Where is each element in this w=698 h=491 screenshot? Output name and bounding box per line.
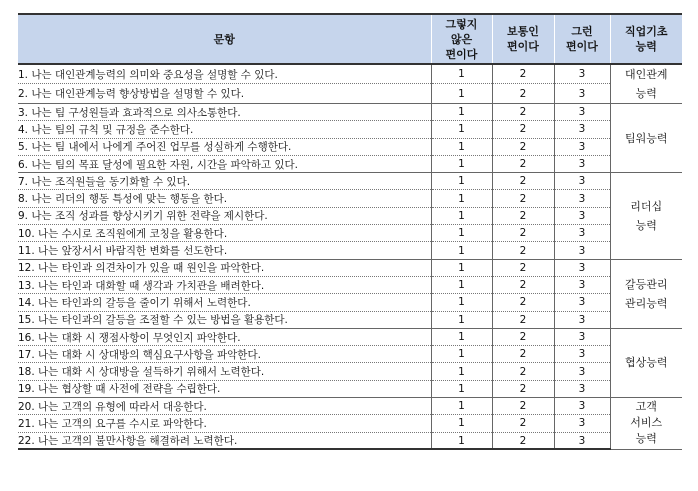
question-text: 9. 나는 조직 성과를 향상시키기 위한 전략을 제시한다. [18,207,431,224]
question-text: 1. 나는 대인관계능력의 의미와 중요성을 설명할 수 있다. [18,64,431,84]
table-row [18,190,682,207]
score-2: 2 [492,173,554,190]
table-row [18,173,682,190]
score-1: 1 [431,328,492,345]
score-2: 2 [492,432,554,449]
score-2: 2 [492,207,554,224]
score-1: 1 [431,242,492,259]
score-1: 1 [431,207,492,224]
score-1: 1 [431,415,492,432]
score-3: 3 [554,225,610,242]
question-text: 22. 나는 고객의 불만사항을 해결하려 노력한다. [18,432,431,449]
score-1: 1 [431,259,492,276]
score-2: 2 [492,225,554,242]
category-negotiation: 협상능력 [610,328,682,397]
score-1: 1 [431,432,492,449]
score-2: 2 [492,84,554,104]
score-3: 3 [554,84,610,104]
table-row [18,380,682,397]
question-text: 2. 나는 대인관계능력 향상방법을 설명할 수 있다. [18,84,431,104]
score-1: 1 [431,398,492,415]
score-3: 3 [554,259,610,276]
question-text: 14. 나는 타인과의 갈등을 줄이기 위해서 노력한다. [18,294,431,311]
score-3: 3 [554,104,610,121]
score-2: 2 [492,380,554,397]
question-text: 6. 나는 팀의 목표 달성에 필요한 자원, 시간을 파악하고 있다. [18,155,431,172]
category-leadership: 리더십 능력 [610,173,682,259]
score-3: 3 [554,64,610,84]
table-row [18,64,682,84]
score-1: 1 [431,64,492,84]
score-2: 2 [492,64,554,84]
score-1: 1 [431,138,492,155]
table-row [18,84,682,104]
category-conflict: 갈등관리 관리능력 [610,259,682,328]
score-1: 1 [431,346,492,363]
score-3: 3 [554,415,610,432]
score-2: 2 [492,138,554,155]
score-3: 3 [554,398,610,415]
table-row [18,259,682,276]
header-category: 직업기초 능력 [610,14,682,64]
score-2: 2 [492,346,554,363]
question-text: 8. 나는 리더의 행동 특성에 맞는 행동을 한다. [18,190,431,207]
question-text: 18. 나는 대화 시 상대방을 설득하기 위해서 노력한다. [18,363,431,380]
score-1: 1 [431,173,492,190]
survey-table [18,13,682,450]
table-row [18,398,682,415]
question-text: 20. 나는 고객의 유형에 따라서 대응한다. [18,398,431,415]
question-text: 7. 나는 조직원들을 동기화할 수 있다. [18,173,431,190]
score-3: 3 [554,207,610,224]
category-interpersonal: 대인관계 능력 [610,64,682,104]
score-3: 3 [554,138,610,155]
table-row [18,276,682,293]
score-3: 3 [554,121,610,138]
score-3: 3 [554,346,610,363]
table-row [18,415,682,432]
table-row [18,104,682,121]
score-1: 1 [431,121,492,138]
header-scale-disagree: 그렇지 않은 편이다 [431,14,492,64]
question-text: 10. 나는 수시로 조직원에게 코칭을 활용한다. [18,225,431,242]
table-row [18,346,682,363]
score-1: 1 [431,190,492,207]
score-2: 2 [492,190,554,207]
table-row [18,242,682,259]
table-row [18,121,682,138]
question-text: 21. 나는 고객의 요구를 수시로 파악한다. [18,415,431,432]
question-text: 16. 나는 대화 시 쟁점사항이 무엇인지 파악한다. [18,328,431,345]
score-1: 1 [431,104,492,121]
score-2: 2 [492,121,554,138]
score-2: 2 [492,311,554,328]
question-text: 17. 나는 대화 시 상대방의 핵심요구사항을 파악한다. [18,346,431,363]
score-3: 3 [554,380,610,397]
table-row [18,328,682,345]
score-3: 3 [554,294,610,311]
score-1: 1 [431,225,492,242]
question-text: 5. 나는 팀 내에서 나에게 주어진 업무를 성실하게 수행한다. [18,138,431,155]
question-text: 12. 나는 타인과 의견차이가 있을 때 원인을 파악한다. [18,259,431,276]
score-2: 2 [492,415,554,432]
score-2: 2 [492,155,554,172]
header-scale-agree: 그런 편이다 [554,14,610,64]
question-text: 19. 나는 협상할 때 사전에 전략을 수립한다. [18,380,431,397]
score-3: 3 [554,190,610,207]
score-1: 1 [431,380,492,397]
score-2: 2 [492,259,554,276]
score-1: 1 [431,294,492,311]
score-3: 3 [554,328,610,345]
table-row [18,138,682,155]
category-customer-service: 고객 서비스 능력 [610,398,682,450]
table-row [18,432,682,449]
score-2: 2 [492,104,554,121]
question-text: 4. 나는 팀의 규칙 및 규정을 준수한다. [18,121,431,138]
score-2: 2 [492,276,554,293]
score-1: 1 [431,363,492,380]
header-row [18,14,682,64]
score-2: 2 [492,294,554,311]
score-2: 2 [492,363,554,380]
score-3: 3 [554,276,610,293]
question-text: 15. 나는 타인과의 갈등을 조절할 수 있는 방법을 활용한다. [18,311,431,328]
question-text: 11. 나는 앞장서서 바람직한 변화를 선도한다. [18,242,431,259]
category-teamwork: 팀워능력 [610,104,682,173]
header-scale-neutral: 보통인 편이다 [492,14,554,64]
table-row [18,225,682,242]
table-row [18,294,682,311]
table-row [18,207,682,224]
score-2: 2 [492,242,554,259]
table-row [18,311,682,328]
question-text: 13. 나는 타인과 대화할 때 생각과 가치관을 배려한다. [18,276,431,293]
score-1: 1 [431,311,492,328]
question-text: 3. 나는 팀 구성원들과 효과적으로 의사소통한다. [18,104,431,121]
score-3: 3 [554,173,610,190]
score-3: 3 [554,311,610,328]
score-1: 1 [431,276,492,293]
score-3: 3 [554,363,610,380]
score-3: 3 [554,155,610,172]
table-row [18,363,682,380]
score-3: 3 [554,432,610,449]
table-row [18,155,682,172]
score-1: 1 [431,84,492,104]
score-1: 1 [431,155,492,172]
score-2: 2 [492,398,554,415]
score-3: 3 [554,242,610,259]
header-item: 문항 [18,14,431,64]
score-2: 2 [492,328,554,345]
